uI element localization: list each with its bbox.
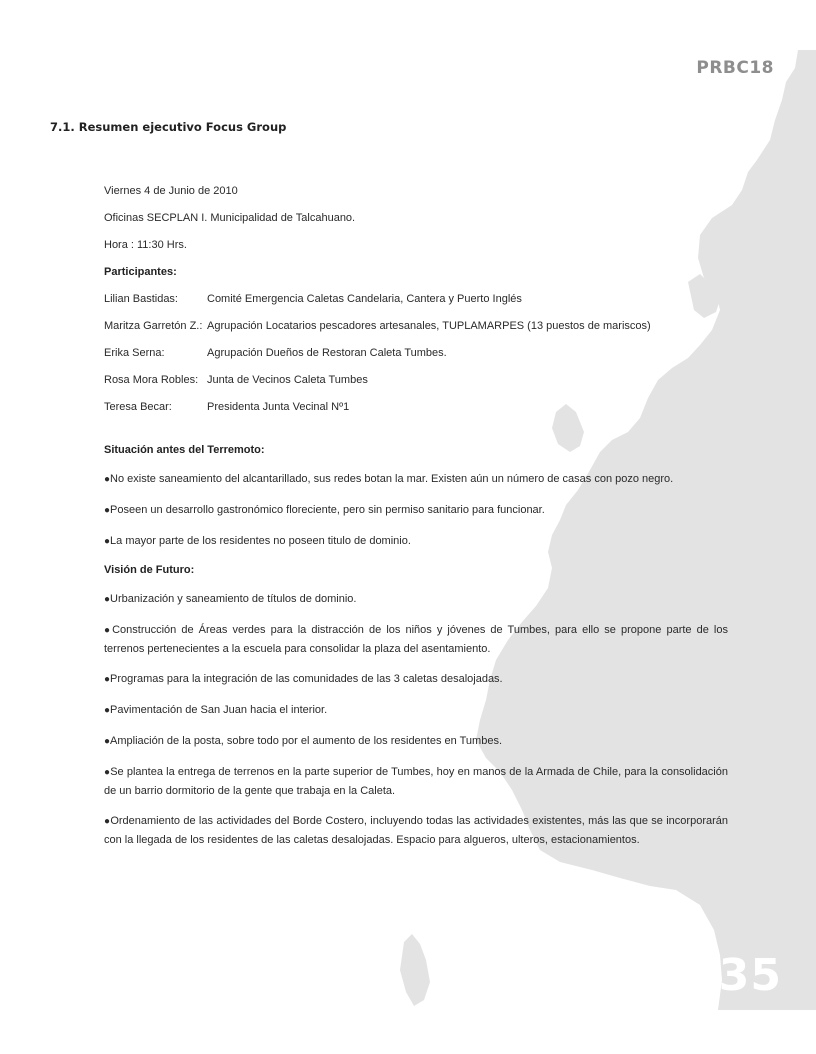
list-item-text: Poseen un desarrollo gastronómico floreciente, pero sin permiso sanitario para funcionar. [110, 504, 545, 516]
situation-heading: Situación antes del Terremoto: [104, 444, 265, 456]
participant-name: Teresa Becar: [104, 401, 172, 413]
meeting-place: Oficinas SECPLAN I. Municipalidad de Talcahuano. [104, 212, 356, 224]
list-item-text: Se plantea la entrega de terrenos en la parte superior de Tumbes, hoy en manos de la Armada de Chile, para la consolidación de un barrio dormitorio de la gente que trabaja en la Caleta. [104, 766, 728, 797]
meeting-date: Viernes 4 de Junio de 2010 [104, 185, 238, 197]
participant-organization: Agrupación Locatarios pescadores artesanales, TUPLAMARPES (13 puestos de mariscos) [207, 320, 651, 332]
list-item-text: Programas para la integración de las comunidades de las 3 caletas desalojadas. [110, 673, 503, 685]
list-item [104, 732, 728, 751]
bullet-icon: ● [104, 767, 111, 778]
list-item-text: Ordenamiento de las actividades del Borde Costero, incluyendo todas las actividades existentes, más las que se incorporarán con la llegada de los residentes de las caletas desalojadas. Espacio para algueros, ulteros, estacionamientos. [104, 815, 728, 846]
bullet-icon: ● [104, 625, 113, 636]
bullet-icon: ● [104, 474, 111, 485]
list-item [104, 470, 728, 489]
participant-name: Maritza Garretón Z.: [104, 320, 203, 332]
participant-row [104, 292, 728, 307]
bullet-icon: ● [104, 736, 111, 747]
participant-name: Erika Serna: [104, 347, 165, 359]
participant-row [104, 373, 728, 388]
meeting-time: Hora : 11:30 Hrs. [104, 239, 187, 251]
list-item-text: Urbanización y saneamiento de títulos de dominio. [110, 593, 357, 605]
participant-row [104, 319, 728, 334]
list-item [104, 590, 728, 609]
participant-organization: Agrupación Dueños de Restoran Caleta Tumbes. [207, 347, 447, 359]
participant-name: Lilian Bastidas: [104, 293, 178, 305]
participant-organization: Comité Emergencia Caletas Candelaria, Cantera y Puerto Inglés [207, 293, 522, 305]
list-item-text: Pavimentación de San Juan hacia el interior. [110, 704, 328, 716]
list-item [104, 670, 728, 689]
list-item [104, 621, 728, 658]
participant-row [104, 346, 728, 361]
list-item [104, 763, 728, 800]
participants-heading: Participantes: [104, 266, 177, 278]
participant-organization: Junta de Vecinos Caleta Tumbes [207, 374, 368, 386]
document-code: PRBC18 [696, 58, 774, 78]
spacer [104, 427, 728, 443]
bullet-icon: ● [104, 505, 111, 516]
participant-row [104, 400, 728, 415]
participant-name: Rosa Mora Robles: [104, 374, 199, 386]
bullet-icon: ● [104, 674, 111, 685]
section-title: 7.1. Resumen ejecutivo Focus Group [50, 120, 287, 134]
bullet-icon: ● [104, 536, 111, 547]
vision-heading: Visión de Futuro: [104, 564, 195, 576]
list-item-text: La mayor parte de los residentes no poseen titulo de dominio. [110, 535, 411, 547]
document-body [104, 184, 728, 861]
list-item-text: Construcción de Áreas verdes para la distracción de los niños y jóvenes de Tumbes, para ello se propone parte de los terrenos pertenecientes a la escuela para consolidar la plaza del asentamiento. [104, 624, 728, 655]
bullet-icon: ● [104, 705, 111, 716]
list-item [104, 532, 728, 551]
participant-organization: Presidenta Junta Vecinal Nº1 [207, 401, 350, 413]
list-item-text: Ampliación de la posta, sobre todo por el aumento de los residentes en Tumbes. [110, 735, 503, 747]
list-item-text: No existe saneamiento del alcantarillado, sus redes botan la mar. Existen aún un número de casas con pozo negro. [110, 473, 674, 485]
list-item [104, 812, 728, 849]
list-item [104, 701, 728, 720]
bullet-icon: ● [104, 594, 111, 605]
page-number: 35 [718, 950, 782, 1001]
bullet-icon: ● [104, 816, 111, 827]
list-item [104, 501, 728, 520]
southern-island-shape [400, 934, 430, 1006]
